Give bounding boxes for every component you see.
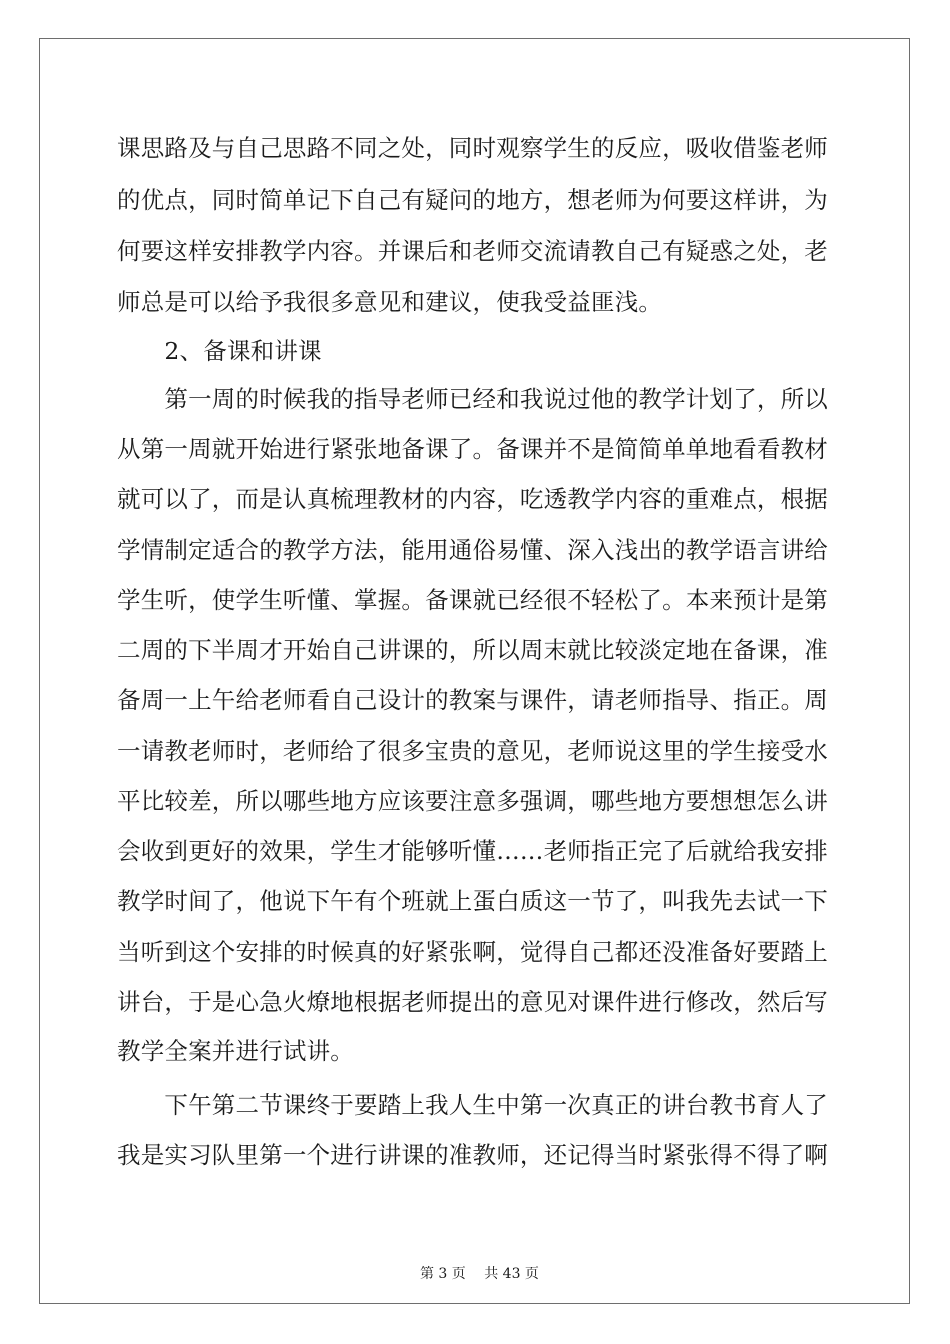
text-line: 教学时间了，他说下午有个班就上蛋白质这一节了，叫我先去试一下 <box>117 887 828 915</box>
text-line: 学情制定适合的教学方法，能用通俗易懂、深入浅出的教学语言讲给 <box>117 536 828 564</box>
page-number-label: 第 3 页 共 43 页 <box>419 1266 539 1282</box>
text-line: 课思路及与自己思路不同之处，同时观察学生的反应，吸收借鉴老师 <box>117 134 828 162</box>
text-line: 平比较差，所以哪些地方应该要注意多强调，哪些地方要想想怎么讲 <box>117 787 828 815</box>
text-line: 讲台，于是心急火燎地根据老师提出的意见对课件进行修改，然后写 <box>117 988 828 1016</box>
text-line: 从第一周就开始进行紧张地备课了。备课并不是简简单单地看看教材 <box>117 435 828 463</box>
text-line: 何要这样安排教学内容。并课后和老师交流请教自己有疑惑之处，老 <box>117 237 828 265</box>
text-line: 师总是可以给予我很多意见和建议，使我受益匪浅。 <box>117 288 663 316</box>
text-line: 会收到更好的效果，学生才能够听懂……老师指正完了后就给我安排 <box>117 837 828 865</box>
text-line: 的优点，同时简单记下自己有疑问的地方，想老师为何要这样讲，为 <box>117 186 828 214</box>
text-line: 备周一上午给老师看自己设计的教案与课件，请老师指导、指正。周 <box>117 686 828 714</box>
text-line: 教学全案并进行试讲。 <box>117 1037 354 1065</box>
text-line: 我是实习队里第一个进行讲课的准教师，还记得当时紧张得不得了啊 <box>117 1141 828 1169</box>
section-heading: 2、备课和讲课 <box>117 337 322 365</box>
text-line: 第一周的时候我的指导老师已经和我说过他的教学计划了，所以 <box>117 385 828 413</box>
text-line: 就可以了，而是认真梳理教材的内容，吃透教学内容的重难点，根据 <box>117 485 828 513</box>
text-line: 当听到这个安排的时候真的好紧张啊，觉得自己都还没准备好要踏上 <box>117 938 828 966</box>
text-line: 下午第二节课终于要踏上我人生中第一次真正的讲台教书育人了 <box>117 1091 828 1119</box>
text-line: 一请教老师时，老师给了很多宝贵的意见，老师说这里的学生接受水 <box>117 737 828 765</box>
page-footer <box>0 1247 950 1283</box>
text-line: 学生听，使学生听懂、掌握。备课就已经很不轻松了。本来预计是第 <box>117 586 828 614</box>
text-line: 二周的下半周才开始自己讲课的，所以周末就比较淡定地在备课，准 <box>117 636 828 664</box>
